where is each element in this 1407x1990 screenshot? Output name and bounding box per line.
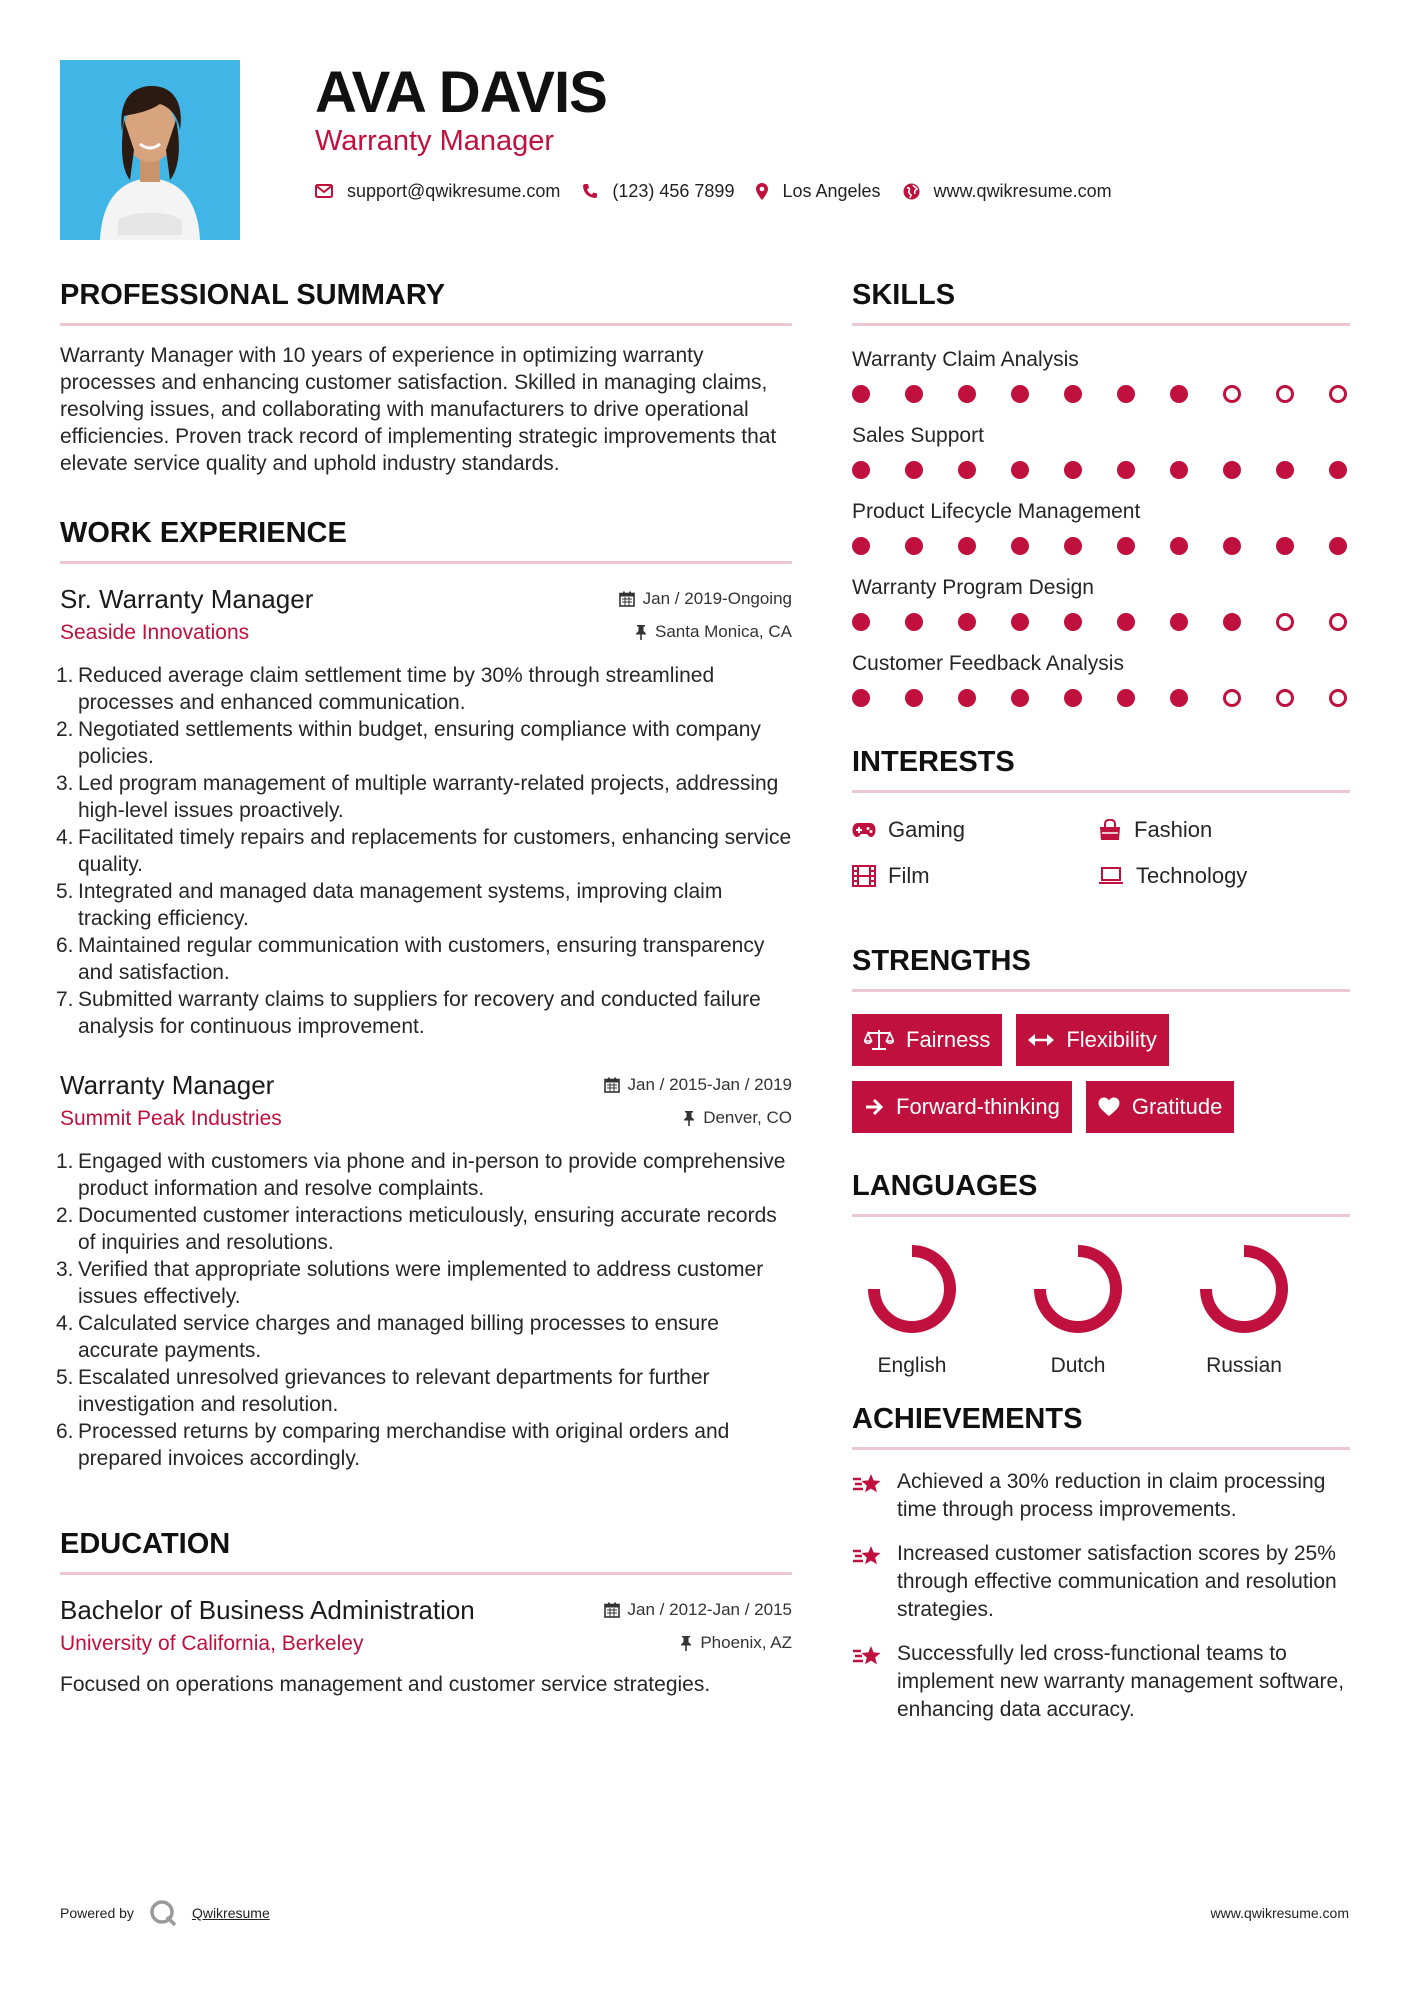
skill-dot-filled [905,461,923,479]
list-item: 2. Negotiated settlements within budget, ensuring compliance with company policies. [56,718,761,768]
language-item [1184,1239,1304,1378]
shopping-bag-icon [1098,819,1122,841]
skill-dot-filled [852,537,870,555]
skill-dot-filled [1117,689,1135,707]
qwikresume-logo-icon [148,1898,178,1928]
skill-dot-filled [1064,613,1082,631]
right-column [852,275,1350,1724]
calendar-icon [604,1602,620,1618]
education-heading: EDUCATION [60,1524,792,1575]
skill-dot-filled [852,385,870,403]
school-name: University of California, Berkeley [60,1632,364,1655]
list-item: 1. Engaged with customers via phone and in-person to provide comprehensive product information and resolve complaints. [56,1150,786,1200]
balance-scale-icon [864,1029,894,1051]
language-item [852,1239,972,1378]
shooting-star-icon [852,1544,884,1568]
language-level-arc [1206,1251,1282,1327]
list-item: 5. Integrated and managed data management systems, improving claim tracking efficiency. [56,880,723,930]
achievement-item: Successfully led cross-functional teams to implement new warranty management software, enhancing data accuracy. [852,1640,1350,1724]
interest-item: Film [852,863,930,889]
skill-dot-empty [1276,385,1294,403]
globe-icon [903,183,920,200]
language-name: Russian [1206,1354,1282,1377]
job-date: Jan / 2015-Jan / 2019 [604,1075,792,1095]
phone-icon [582,183,598,199]
skill-dot-filled [958,613,976,631]
skill-dot-filled [852,689,870,707]
achievements-heading: ACHIEVEMENTS [852,1399,1350,1450]
list-item: 6. Maintained regular communication with customers, ensuring transparency and satisfaction. [56,934,765,984]
strength-tag: Flexibility [1016,1014,1168,1066]
skill-rating [852,536,1350,556]
contact-website[interactable] [903,181,1112,202]
language-name: English [877,1354,947,1377]
list-item: 7. Submitted warranty claims to suppliers for recovery and conducted failure analysis for continuous improvement. [56,988,761,1038]
achievement-item: Achieved a 30% reduction in claim processing time through process improvements. [852,1468,1350,1524]
heart-icon [1098,1097,1120,1117]
list-item: 6. Processed returns by comparing merchandise with original orders and prepared invoices accordingly. [56,1420,730,1470]
candidate-role: Warranty Manager [315,125,555,157]
strength-tag: Gratitude [1086,1081,1235,1133]
skill-dot-empty [1276,689,1294,707]
skill-dot-empty [1276,613,1294,631]
arrows-horizontal-icon [1028,1033,1054,1047]
language-level-arc [874,1251,950,1327]
skill-dot-filled [1064,537,1082,555]
list-item: 2. Documented customer interactions meticulously, ensuring accurate records of inquiries and resolutions. [56,1204,777,1254]
skill-name: Warranty Claim Analysis [852,348,1079,371]
languages-list [852,1239,1350,1389]
pushpin-icon [635,624,647,640]
skill-dot-filled [1170,385,1188,403]
candidate-name: AVA DAVIS [315,60,607,125]
education-date: Jan / 2012-Jan / 2015 [604,1600,792,1620]
summary-heading: PROFESSIONAL SUMMARY [60,275,792,326]
education-location: Phoenix, AZ [680,1633,792,1653]
skill-dot-filled [905,689,923,707]
shooting-star-icon [852,1644,884,1668]
contact-website-text: www.qwikresume.com [933,180,1112,201]
strengths-list [852,1014,1350,1148]
interest-item: Technology [1098,863,1247,889]
skill-dot-filled [1170,689,1188,707]
skill-name: Product Lifecycle Management [852,500,1141,523]
strength-tag: Forward-thinking [852,1081,1072,1133]
skill-dot-filled [905,385,923,403]
contact-phone[interactable] [582,181,734,202]
skill-dot-filled [1276,537,1294,555]
skill-rating [852,688,1350,708]
language-gauge [1184,1239,1304,1339]
list-item: 5. Escalated unresolved grievances to relevant departments for further investigation and resolution. [56,1366,710,1416]
skill-dot-filled [905,537,923,555]
skill-dot-filled [1011,613,1029,631]
skill-dot-filled [1117,613,1135,631]
skill-dot-empty [1329,613,1347,631]
skill-dot-filled [905,613,923,631]
language-level-arc [1040,1251,1116,1327]
summary-text: Warranty Manager with 10 years of experience in optimizing warranty processes and enhancing customer satisfaction. Skilled in managing claims, resolving issues, and collaborating with manufacturers to drive operational efficiencies. Proven track record of implementing strategic improvements that elevate service quality and uphold industry standards. [60,344,777,475]
list-item: 3. Verified that appropriate solutions were implemented to address customer issues effectively. [56,1258,764,1308]
job-title: Warranty Manager [60,1070,275,1100]
job-company: Seaside Innovations [60,621,250,644]
contact-phone-text: (123) 456 7899 [612,180,735,201]
gamepad-icon [852,822,876,838]
skill-dot-filled [1117,461,1135,479]
job-bullets [56,1148,792,1472]
contact-email-text: support@qwikresume.com [347,180,561,201]
contact-email[interactable] [315,181,560,202]
skill-dot-filled [958,689,976,707]
job-company: Summit Peak Industries [60,1107,282,1130]
languages-heading: LANGUAGES [852,1166,1350,1217]
skill-rating [852,460,1350,480]
interests-list [852,809,1350,909]
skill-dot-filled [1117,385,1135,403]
skill-dot-filled [958,385,976,403]
job-location: Denver, CO [683,1108,792,1128]
shooting-star-icon [852,1472,884,1496]
skill-dot-empty [1223,385,1241,403]
footer-website[interactable]: www.qwikresume.com [1210,1905,1349,1921]
skill-dot-filled [958,537,976,555]
skill-rating [852,384,1350,404]
skills-list [852,346,1350,708]
achievement-item: Increased customer satisfaction scores by 25% through effective communication and resolution strategies. [852,1540,1350,1624]
degree-title: Bachelor of Business Administration [60,1595,475,1625]
left-column [56,275,792,1698]
skill-dot-filled [1276,461,1294,479]
skill-dot-filled [1011,385,1029,403]
list-item: 3. Led program management of multiple warranty-related projects, addressing high-level issues proactively. [56,772,779,822]
skill-dot-filled [1329,461,1347,479]
job-location: Santa Monica, CA [635,622,792,642]
footer-powered-by: Powered by Qwikresume [60,1898,270,1928]
interest-item: Fashion [1098,817,1212,843]
skill-dot-filled [1170,613,1188,631]
skill-dot-filled [1011,689,1029,707]
skill-dot-filled [1223,613,1241,631]
interests-heading: INTERESTS [852,742,1350,793]
contact-location [756,181,880,202]
profile-photo [60,60,240,240]
profile-photo-image [60,60,240,240]
calendar-icon [604,1077,620,1093]
skill-dot-filled [1223,537,1241,555]
laptop-icon [1098,867,1124,885]
arrow-right-icon [864,1097,884,1117]
skill-dot-filled [1329,537,1347,555]
experience-heading: WORK EXPERIENCE [60,513,792,564]
interest-item: Gaming [852,817,965,843]
skill-dot-filled [1064,461,1082,479]
contact-bar [315,178,1134,204]
job-entry [56,1068,792,1472]
envelope-icon [315,184,333,198]
skill-dot-filled [958,461,976,479]
skill-dot-filled [1011,461,1029,479]
skill-dot-filled [1170,461,1188,479]
skill-dot-filled [1117,537,1135,555]
skill-dot-filled [852,461,870,479]
education-note: Focused on operations management and customer service strategies. [60,1673,711,1696]
strengths-heading: STRENGTHS [852,941,1350,992]
skill-dot-filled [1064,689,1082,707]
skills-heading: SKILLS [852,275,1350,326]
skill-dot-empty [1329,689,1347,707]
footer-brand-link[interactable]: Qwikresume [191,1905,270,1921]
film-icon [852,865,876,887]
education-entry [60,1593,792,1698]
job-date: Jan / 2019-Ongoing [619,589,792,609]
job-bullets [56,662,792,1040]
skill-dot-empty [1223,689,1241,707]
list-item: 4. Calculated service charges and managed billing processes to ensure accurate payments. [56,1312,719,1362]
skill-name: Customer Feedback Analysis [852,652,1124,675]
language-gauge [1018,1239,1138,1339]
skill-dot-filled [1064,385,1082,403]
skill-dot-empty [1329,385,1347,403]
skill-dot-filled [1011,537,1029,555]
skill-name: Warranty Program Design [852,576,1094,599]
list-item: 1. Reduced average claim settlement time by 30% through streamlined processes and enhanced communication. [56,664,715,714]
job-title: Sr. Warranty Manager [60,584,314,614]
skill-dot-filled [852,613,870,631]
skill-name: Sales Support [852,424,984,447]
strength-tag: Fairness [852,1014,1002,1066]
map-marker-icon [756,183,768,200]
language-gauge [852,1239,972,1339]
skill-dot-filled [1223,461,1241,479]
achievements-list [852,1468,1350,1724]
contact-location-text: Los Angeles [782,180,881,201]
language-item [1018,1239,1138,1378]
calendar-icon [619,591,635,607]
skill-rating [852,612,1350,632]
job-entry [56,582,792,1040]
pushpin-icon [683,1110,695,1126]
skill-dot-filled [1170,537,1188,555]
pushpin-icon [680,1635,692,1651]
language-name: Dutch [1050,1354,1106,1377]
list-item: 4. Facilitated timely repairs and replacements for customers, enhancing service quality. [56,826,792,876]
